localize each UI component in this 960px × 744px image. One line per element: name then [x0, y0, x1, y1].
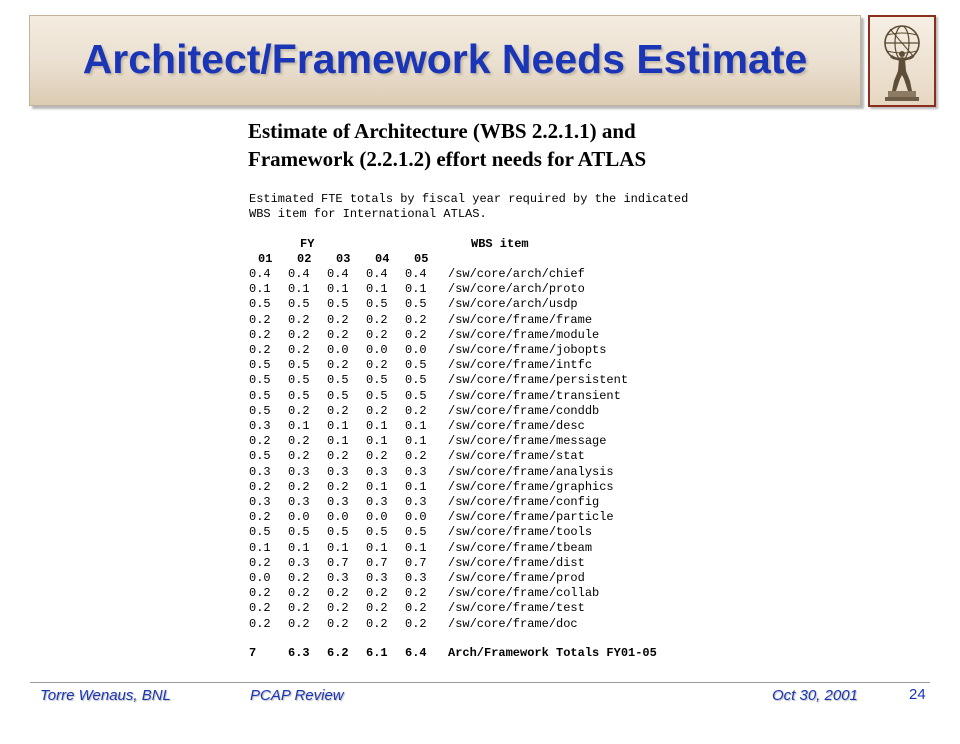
fte-value: 0.1 — [327, 282, 349, 297]
fte-value: 0.5 — [249, 373, 271, 388]
fte-value: 0.1 — [288, 540, 310, 555]
year-header: 01 — [258, 252, 273, 266]
fte-value: 0.0 — [366, 510, 388, 525]
wbs-item: /sw/core/frame/graphics — [448, 479, 614, 494]
fy-header: FY — [300, 237, 315, 251]
footer-event: PCAP Review — [250, 687, 344, 704]
footer-divider — [30, 682, 930, 683]
wbs-item: /sw/core/frame/config — [448, 495, 600, 509]
fte-value: 0.2 — [249, 312, 271, 327]
fte-value: 0.2 — [366, 358, 388, 373]
total-value: 6.2 — [327, 646, 349, 660]
wbs-item: /sw/core/frame/jobopts — [448, 343, 607, 357]
fte-value: 0.2 — [249, 586, 271, 601]
fte-value: 0.3 — [366, 495, 388, 509]
fte-value: 0.7 — [366, 555, 388, 570]
total-value: 6.1 — [366, 646, 388, 660]
wbs-item-header: WBS item — [471, 237, 529, 251]
fte-value: 0.1 — [405, 419, 427, 433]
fte-value: 0.1 — [288, 282, 310, 297]
fte-value: 0.2 — [366, 586, 388, 601]
fte-value: 0.2 — [249, 327, 271, 342]
fte-value: 0.5 — [249, 297, 271, 312]
document-heading-line-1: Estimate of Architecture (WBS 2.2.1.1) and — [248, 119, 636, 143]
fte-value: 0.3 — [327, 495, 349, 509]
fte-value: 0.4 — [405, 267, 427, 281]
fte-value: 0.1 — [249, 540, 271, 555]
fte-value: 0.5 — [288, 388, 310, 403]
fte-value: 0.2 — [288, 586, 310, 601]
fte-value: 0.2 — [405, 403, 427, 418]
fte-value: 0.2 — [366, 327, 388, 342]
fte-value: 0.2 — [288, 571, 310, 585]
fte-value: 0.2 — [327, 358, 349, 373]
fte-value: 0.0 — [288, 510, 310, 525]
fte-value: 0.2 — [288, 343, 310, 357]
wbs-item: /sw/core/arch/usdp — [448, 297, 578, 312]
fte-value: 0.2 — [366, 601, 388, 616]
fte-value: 0.0 — [327, 343, 349, 357]
intro-line-1: Estimated FTE totals by fiscal year required by the indicated — [249, 192, 689, 206]
document-heading-line-2: Framework (2.2.1.2) effort needs for ATLAS — [248, 147, 647, 171]
fte-value: 0.1 — [366, 282, 388, 297]
wbs-item: /sw/core/frame/module — [448, 327, 600, 342]
fte-value: 0.5 — [327, 525, 349, 540]
fte-value: 0.5 — [405, 388, 427, 403]
year-header: 02 — [297, 252, 312, 266]
wbs-item: /sw/core/frame/analysis — [448, 464, 614, 479]
fte-value: 0.5 — [249, 525, 271, 540]
fte-value: 0.3 — [405, 495, 427, 509]
fte-value: 0.5 — [288, 525, 310, 540]
fte-value: 0.4 — [327, 267, 349, 281]
fte-value: 0.1 — [249, 282, 271, 297]
fte-value: 0.3 — [327, 464, 349, 479]
fte-value: 0.3 — [366, 571, 388, 585]
fte-value: 0.2 — [327, 449, 349, 464]
intro-line-2: WBS item for International ATLAS. — [249, 207, 487, 221]
wbs-item: /sw/core/frame/tools — [448, 525, 593, 540]
wbs-item: /sw/core/frame/transient — [448, 388, 621, 403]
fte-value: 0.3 — [288, 495, 310, 509]
fte-value: 0.5 — [366, 525, 388, 540]
fte-value: 0.5 — [327, 388, 349, 403]
slide-title: Architect/Framework Needs Estimate — [82, 36, 808, 82]
fte-value: 0.2 — [288, 403, 310, 418]
fte-value: 0.5 — [288, 297, 310, 312]
wbs-item: /sw/core/frame/tbeam — [448, 540, 593, 555]
wbs-item: /sw/core/frame/stat — [448, 449, 585, 464]
fte-value: 0.5 — [366, 297, 388, 312]
atlas-logo — [868, 15, 936, 107]
fte-value: 0.2 — [405, 586, 427, 601]
fte-value: 0.5 — [249, 358, 271, 373]
fte-value: 0.7 — [327, 555, 349, 570]
footer-author: Torre Wenaus, BNL — [40, 687, 171, 704]
fte-value: 0.1 — [366, 419, 388, 433]
fte-value: 0.3 — [249, 464, 271, 479]
wbs-item: /sw/core/arch/proto — [448, 282, 585, 297]
wbs-item: /sw/core/frame/persistent — [448, 373, 629, 388]
fte-value: 0.2 — [405, 449, 427, 464]
fte-value: 0.5 — [288, 373, 310, 388]
wbs-item: /sw/core/frame/conddb — [448, 403, 600, 418]
wbs-item: /sw/core/frame/test — [448, 601, 585, 616]
fte-value: 0.0 — [366, 343, 388, 357]
fte-value: 0.3 — [288, 555, 310, 570]
table-header-row — [249, 237, 529, 252]
fte-value: 0.2 — [249, 616, 271, 631]
fte-value: 0.0 — [405, 510, 427, 525]
fte-value: 0.2 — [327, 327, 349, 342]
fte-value: 0.2 — [249, 343, 271, 357]
fte-value: 0.1 — [366, 434, 388, 449]
fte-value: 0.1 — [405, 434, 427, 449]
atlas-statue-icon — [872, 19, 932, 103]
fte-value: 0.1 — [405, 479, 427, 494]
totals-label: Arch/Framework Totals FY01-05 — [448, 646, 657, 660]
fte-value: 0.2 — [366, 449, 388, 464]
fte-value: 0.5 — [249, 449, 271, 464]
fte-value: 0.2 — [327, 403, 349, 418]
fte-value: 0.1 — [366, 479, 388, 494]
fte-value: 0.2 — [405, 616, 427, 631]
fte-value: 0.2 — [249, 601, 271, 616]
fte-value: 0.7 — [405, 555, 427, 570]
wbs-item: /sw/core/arch/chief — [448, 267, 585, 281]
wbs-item: /sw/core/frame/desc — [448, 419, 585, 433]
fte-value: 0.3 — [249, 419, 271, 433]
fte-value: 0.1 — [405, 540, 427, 555]
fte-value: 0.2 — [288, 479, 310, 494]
year-header-row — [249, 252, 429, 267]
fte-value: 0.3 — [288, 464, 310, 479]
fte-value: 0.2 — [288, 327, 310, 342]
fte-value: 0.2 — [405, 601, 427, 616]
fte-value: 0.2 — [288, 434, 310, 449]
title-banner — [29, 15, 861, 106]
fte-value: 0.2 — [366, 403, 388, 418]
fte-value: 0.2 — [249, 510, 271, 525]
fte-value: 0.5 — [327, 373, 349, 388]
fte-value: 0.3 — [366, 464, 388, 479]
fte-value: 0.4 — [366, 267, 388, 281]
fte-value: 0.1 — [327, 434, 349, 449]
fte-value: 0.3 — [405, 571, 427, 585]
fte-value: 0.5 — [405, 373, 427, 388]
total-value: 6.4 — [405, 646, 427, 660]
fte-value: 0.2 — [327, 616, 349, 631]
fte-value: 0.4 — [288, 267, 310, 281]
fte-value: 0.0 — [405, 343, 427, 357]
year-header: 05 — [414, 252, 429, 266]
fte-value: 0.2 — [366, 616, 388, 631]
fte-value: 0.3 — [327, 571, 349, 585]
wbs-item: /sw/core/frame/message — [448, 434, 607, 449]
fte-value: 0.0 — [249, 571, 271, 585]
year-header: 03 — [336, 252, 351, 266]
wbs-item: /sw/core/frame/dist — [448, 555, 585, 570]
fte-value: 0.2 — [405, 327, 427, 342]
fte-value: 0.1 — [288, 419, 310, 433]
fte-value: 0.2 — [327, 312, 349, 327]
fte-value: 0.5 — [249, 388, 271, 403]
fte-value: 0.4 — [249, 267, 271, 281]
total-value: 7 — [249, 646, 257, 660]
fte-value: 0.5 — [249, 403, 271, 418]
wbs-item: /sw/core/frame/intfc — [448, 358, 593, 373]
wbs-item: /sw/core/frame/prod — [448, 571, 585, 585]
fte-value: 0.5 — [366, 373, 388, 388]
fte-value: 0.2 — [249, 479, 271, 494]
fte-value: 0.2 — [327, 479, 349, 494]
fte-value: 0.0 — [327, 510, 349, 525]
total-value: 6.3 — [288, 646, 310, 660]
totals-row — [249, 646, 657, 661]
fte-value: 0.2 — [288, 601, 310, 616]
fte-value: 0.1 — [327, 540, 349, 555]
year-header: 04 — [375, 252, 390, 266]
fte-value: 0.1 — [327, 419, 349, 433]
fte-value: 0.1 — [366, 540, 388, 555]
wbs-item: /sw/core/frame/particle — [448, 510, 614, 525]
wbs-item: /sw/core/frame/frame — [448, 312, 593, 327]
page-number: 24 — [909, 686, 926, 703]
fte-value: 0.2 — [327, 586, 349, 601]
fte-value: 0.2 — [249, 434, 271, 449]
fte-value: 0.2 — [366, 312, 388, 327]
fte-value: 0.3 — [405, 464, 427, 479]
fte-value: 0.5 — [327, 297, 349, 312]
fte-value: 0.2 — [288, 312, 310, 327]
fte-value: 0.5 — [288, 358, 310, 373]
fte-value: 0.5 — [405, 297, 427, 312]
fte-value: 0.5 — [405, 525, 427, 540]
fte-value: 0.2 — [405, 312, 427, 327]
wbs-item: /sw/core/frame/doc — [448, 616, 578, 631]
fte-value: 0.2 — [327, 601, 349, 616]
footer-date: Oct 30, 2001 — [772, 687, 858, 704]
fte-value: 0.5 — [366, 388, 388, 403]
fte-value: 0.1 — [405, 282, 427, 297]
fte-value: 0.5 — [405, 358, 427, 373]
fte-value: 0.2 — [288, 616, 310, 631]
wbs-item: /sw/core/frame/collab — [448, 586, 600, 601]
fte-value: 0.2 — [249, 555, 271, 570]
fte-value: 0.2 — [288, 449, 310, 464]
fte-value: 0.3 — [249, 495, 271, 509]
